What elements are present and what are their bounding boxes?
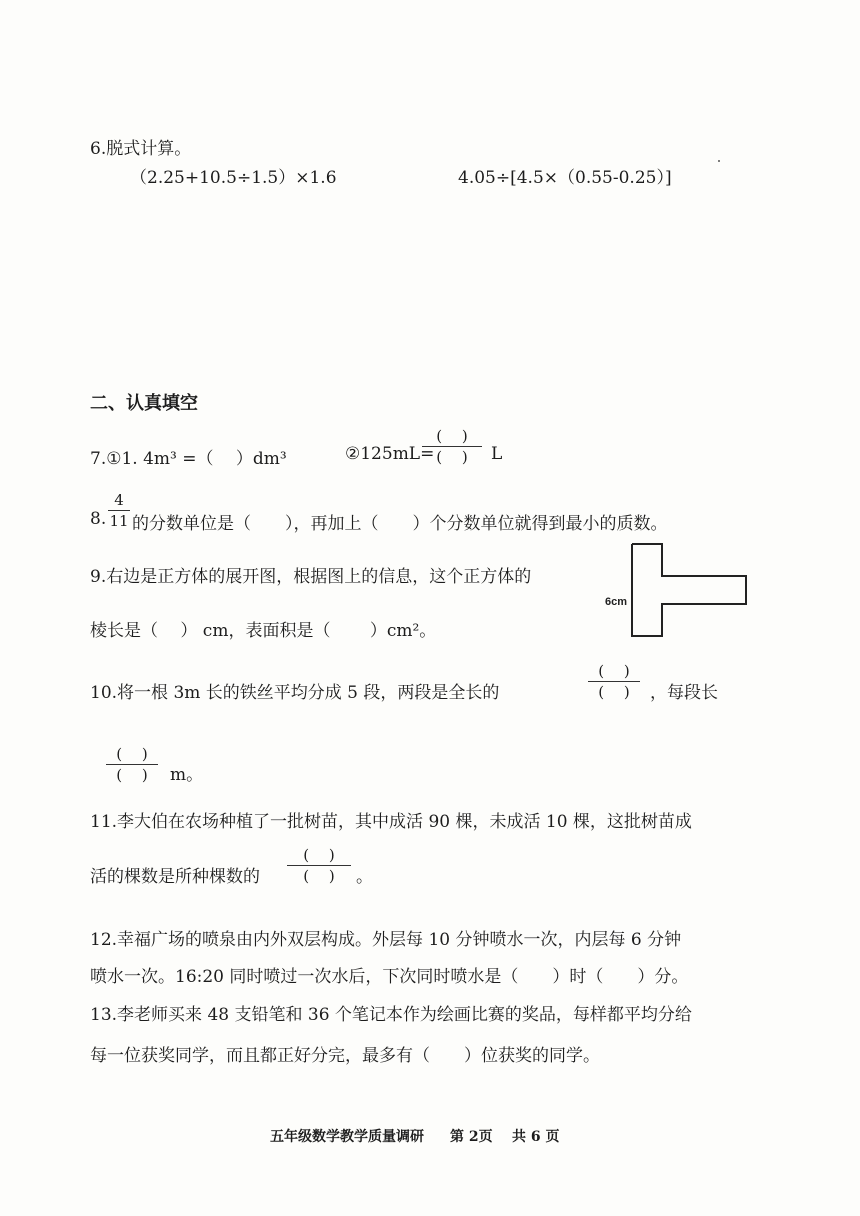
fraction-denominator: 11 (109, 512, 129, 530)
figure-label: 6cm (605, 596, 628, 608)
cube-net-figure (600, 540, 760, 640)
fraction-numerator: ( ) (436, 427, 468, 445)
q9-line2: 棱长是（ ） cm，表面积是（ ）cm²。 (90, 621, 437, 641)
q11-line2: 活的棵数是所种棵数的 (90, 867, 260, 887)
q9-line1: 9.右边是正方体的展开图，根据图上的信息，这个正方体的 (90, 567, 532, 587)
q6-title: 6.脱式计算。 (90, 139, 192, 159)
fraction-numerator: ( ) (116, 745, 148, 763)
q7-part2-suffix: L (491, 444, 503, 464)
footer-page-total: 共 6 页 (512, 1129, 560, 1145)
q10-line2-suffix: m。 (170, 765, 204, 785)
q12-line1: 12.幸福广场的喷泉由内外双层构成。外层每 10 分钟喷水一次，内层每 6 分钟 (90, 930, 682, 950)
q10-fraction-2 (106, 745, 158, 784)
q10-line1: 10.将一根 3m 长的铁丝平均分成 5 段，两段是全长的 (90, 683, 500, 703)
section-heading: 二、认真填空 (90, 393, 198, 414)
fraction-numerator: ( ) (303, 846, 335, 864)
q8-fraction (108, 491, 130, 530)
q12-line2: 喷水一次。16:20 同时喷过一次水后，下次同时喷水是（ ）时（ ）分。 (90, 967, 689, 987)
q7-part2-prefix: ②125mL= (345, 444, 435, 464)
q8-text: 的分数单位是（ ），再加上（ ）个分数单位就得到最小的质数。 (132, 514, 668, 534)
q8-prefix: 8. (90, 509, 107, 529)
q10-fraction-1 (588, 662, 640, 701)
fraction-numerator: ( ) (598, 662, 630, 680)
q13-line1: 13.李老师买来 48 支铅笔和 36 个笔记本作为绘画比赛的奖品，每样都平均分给 (90, 1005, 692, 1025)
q10-line1-suffix: ，每段长 (650, 683, 718, 703)
q13-line2: 每一位获奖同学，而且都正好分完，最多有（ ）位获奖的同学。 (90, 1046, 600, 1066)
q6-expression-2: 4.05÷[4.5×（0.55-0.25）] (458, 168, 672, 188)
q11-fraction (287, 846, 351, 885)
q6-expression-1: （2.25+10.5÷1.5）×1.6 (130, 168, 337, 188)
fraction-numerator: 4 (114, 491, 124, 509)
q11-line2-suffix: 。 (356, 867, 373, 887)
footer-title: 五年级数学教学质量调研 (270, 1129, 424, 1145)
q11-line1: 11.李大伯在农场种植了一批树苗，其中成活 90 棵，未成活 10 棵，这批树苗成 (90, 812, 692, 832)
fraction-denominator: ( ) (303, 867, 335, 885)
fraction-denominator: ( ) (598, 683, 630, 701)
fraction-denominator: ( ) (436, 448, 468, 466)
q7-fraction (422, 427, 482, 466)
fraction-denominator: ( ) (116, 766, 148, 784)
footer-page-number: 第 2页 (450, 1129, 493, 1145)
q7-part1: 7.①1. 4m³ =（ ）dm³ (90, 449, 287, 469)
